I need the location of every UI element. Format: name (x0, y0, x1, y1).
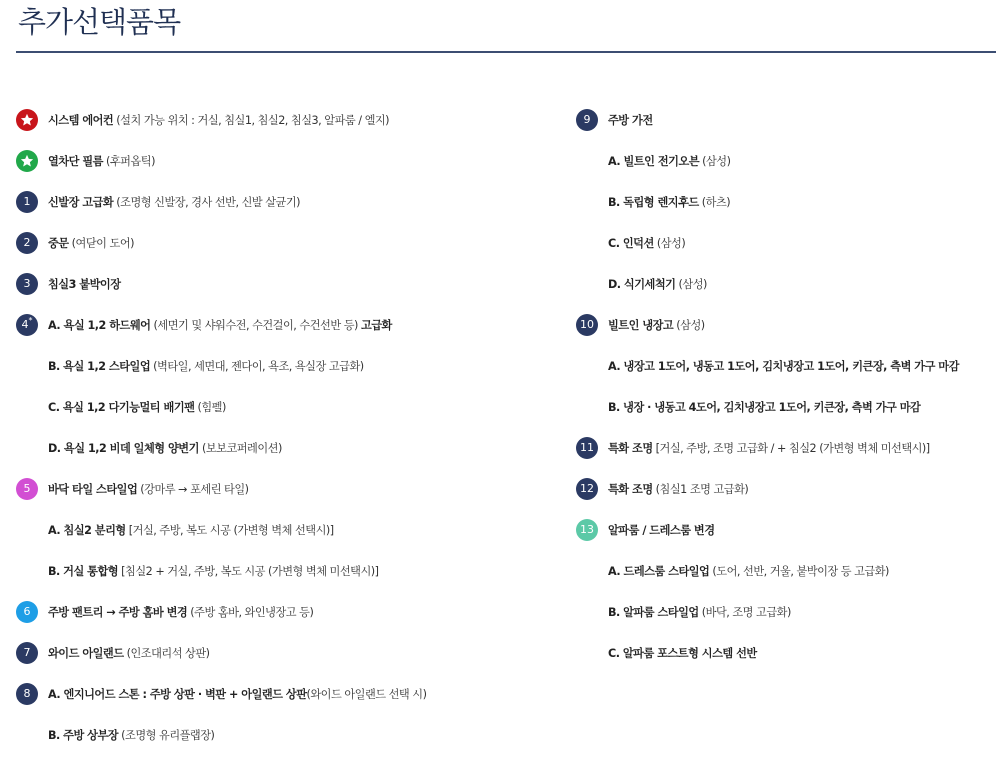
option-detail: (삼성) (673, 318, 705, 332)
badge-superscript: * (28, 316, 33, 325)
option-subitem (576, 386, 996, 427)
option-name: B. 거실 통합형 (48, 564, 119, 578)
badge-number: 6 (23, 605, 31, 618)
option-detail: (조명형 유리플랩장) (118, 728, 215, 742)
option-text (16, 440, 282, 456)
badge-number: 4 (21, 318, 29, 331)
option-name-suffix: 고급화 (360, 318, 392, 332)
option-name: C. 인덕션 (608, 236, 654, 250)
option-subitem (16, 386, 486, 427)
badge-number: 13 (580, 523, 594, 536)
option-detail: (와이드 아일랜드 선택 시) (306, 687, 427, 701)
option-subitem (16, 509, 486, 550)
option-subitem (576, 222, 996, 263)
star-icon (20, 113, 34, 127)
option-detail: (하츠) (698, 195, 731, 209)
option-text (576, 194, 730, 210)
option-name: D. 욕실 1,2 비데 일체형 양변기 (48, 441, 199, 455)
option-text (576, 645, 757, 661)
option-text (48, 645, 210, 661)
option-name: 주방 가전 (608, 113, 653, 127)
star-badge (16, 150, 38, 172)
badge-number: 11 (580, 441, 594, 454)
option-name: 알파룸 / 드레스룸 변경 (608, 523, 715, 537)
option-item (16, 263, 486, 304)
option-text (16, 522, 334, 538)
option-name: C. 알파룸 포스트형 시스템 선반 (608, 646, 757, 660)
option-text (576, 563, 889, 579)
option-detail: (주방 홈바, 와인냉장고 등) (187, 605, 314, 619)
number-badge (16, 273, 38, 295)
option-text (608, 112, 653, 128)
option-name: A. 욕실 1,2 하드웨어 (48, 318, 151, 332)
option-item (576, 99, 996, 140)
option-item (16, 222, 486, 263)
option-text (48, 276, 121, 292)
option-subitem (16, 550, 486, 591)
option-text (48, 481, 249, 497)
option-detail: (보보코퍼레이션) (198, 441, 282, 455)
option-subitem (576, 345, 996, 386)
option-name: B. 욕실 1,2 스타일업 (48, 359, 151, 373)
option-item (16, 591, 486, 632)
option-subitem (16, 345, 486, 386)
option-text (48, 194, 300, 210)
option-subitem (576, 591, 996, 632)
option-text (576, 235, 685, 251)
option-text (16, 399, 226, 415)
option-name: 침실3 붙박이장 (48, 277, 121, 291)
option-detail: [거실, 주방, 조명 고급화 / + 침실2 (가변형 벽체 미선택시)] (652, 441, 930, 455)
option-name: 신발장 고급화 (48, 195, 114, 209)
option-item (576, 509, 996, 550)
option-detail: (세면기 및 샤워수전, 수건걸이, 수건선반 등) (150, 318, 361, 332)
option-detail: (삼성) (653, 236, 686, 250)
badge-number: 5 (23, 482, 31, 495)
option-name: B. 독립형 렌지후드 (608, 195, 699, 209)
star-badge (16, 109, 38, 131)
option-name: A. 냉장고 1도어, 냉동고 1도어, 김치냉장고 1도어, 키큰장, 측벽 가구 마감 (608, 359, 959, 373)
option-text (576, 153, 730, 169)
option-text (608, 522, 715, 538)
title-divider (16, 51, 996, 53)
page-title: 추가선택품목 (18, 5, 181, 39)
badge-number: 8 (23, 687, 31, 700)
option-text (608, 440, 930, 456)
option-name: D. 식기세척기 (608, 277, 676, 291)
number-badge (16, 683, 38, 705)
number-badge (576, 437, 598, 459)
number-badge (16, 642, 38, 664)
option-detail: (조명형 신발장, 경사 선반, 신발 살균기) (113, 195, 301, 209)
number-badge (16, 191, 38, 213)
option-text (16, 727, 214, 743)
option-text (48, 153, 155, 169)
option-name: 빌트인 냉장고 (608, 318, 674, 332)
number-badge (16, 478, 38, 500)
option-text (48, 604, 313, 620)
option-detail: (침실1 조명 고급화) (652, 482, 749, 496)
option-detail: (삼성) (699, 154, 731, 168)
option-text (48, 112, 389, 128)
option-text (576, 399, 920, 415)
option-name: B. 냉장 · 냉동고 4도어, 김치냉장고 1도어, 키큰장, 측벽 가구 마감 (608, 400, 921, 414)
number-badge (16, 232, 38, 254)
option-subitem (576, 263, 996, 304)
option-detail: (도어, 선반, 거울, 붙박이장 등 고급화) (709, 564, 889, 578)
number-badge (576, 519, 598, 541)
number-badge (16, 601, 38, 623)
badge-number: 2 (23, 236, 31, 249)
option-name: B. 알파룸 스타일업 (608, 605, 699, 619)
option-detail: (인조대리석 상판) (123, 646, 210, 660)
option-item (576, 468, 996, 509)
option-detail: [거실, 주방, 복도 시공 (가변형 벽체 선택시)] (125, 523, 334, 537)
badge-number: 10 (580, 318, 594, 331)
badge-number: 1 (23, 195, 31, 208)
option-subitem (576, 550, 996, 591)
option-name: C. 욕실 1,2 다기능멀티 배기팬 (48, 400, 195, 414)
option-item (16, 304, 486, 345)
option-name: 주방 팬트리 → 주방 홈바 변경 (48, 605, 188, 619)
option-subitem (576, 181, 996, 222)
option-text (608, 481, 748, 497)
option-detail: (설치 가능 위치 : 거실, 침실1, 침실2, 침실3, 알파룸 / 엘지) (113, 113, 390, 127)
option-subitem (16, 427, 486, 468)
option-item (16, 99, 486, 140)
option-name: 바닥 타일 스타일업 (48, 482, 138, 496)
left-column (16, 99, 486, 755)
option-text (16, 563, 379, 579)
option-detail: (강마루 → 포세린 타일) (137, 482, 249, 496)
star-icon (20, 154, 34, 168)
number-badge (16, 314, 38, 336)
badge-number: 3 (23, 277, 31, 290)
option-text (576, 358, 959, 374)
option-detail: (힘펠) (194, 400, 226, 414)
option-name: A. 침실2 분리형 (48, 523, 126, 537)
option-name: A. 드레스룸 스타일업 (608, 564, 710, 578)
badge-number: 7 (23, 646, 31, 659)
option-name: 열차단 필름 (48, 154, 103, 168)
option-item (16, 632, 486, 673)
option-subitem (16, 714, 486, 755)
option-item (576, 304, 996, 345)
option-detail: (삼성) (675, 277, 707, 291)
option-text (576, 276, 707, 292)
badge-number: 9 (583, 113, 591, 126)
option-name: B. 주방 상부장 (48, 728, 119, 742)
option-subitem (576, 632, 996, 673)
option-item (576, 427, 996, 468)
option-name: A. 빌트인 전기오븐 (608, 154, 700, 168)
option-item (16, 181, 486, 222)
option-name: 특화 조명 (608, 482, 653, 496)
option-name: 시스템 에어컨 (48, 113, 114, 127)
badge-number: 12 (580, 482, 594, 495)
option-text (16, 358, 364, 374)
option-name: A. 엔지니어드 스톤 : 주방 상판 · 벽판 + 아일랜드 상판 (48, 687, 307, 701)
option-detail: (벽타일, 세면대, 젠다이, 욕조, 욕실장 고급화) (150, 359, 364, 373)
option-item (16, 468, 486, 509)
option-subitem (576, 140, 996, 181)
option-detail: (여닫이 도어) (68, 236, 135, 250)
option-text (608, 317, 705, 333)
option-detail: (바닥, 조명 고급화) (698, 605, 791, 619)
option-item (16, 140, 486, 181)
number-badge (576, 478, 598, 500)
number-badge (576, 109, 598, 131)
option-name: 와이드 아일랜드 (48, 646, 124, 660)
option-text (48, 235, 134, 251)
option-text (576, 604, 791, 620)
option-text (48, 686, 426, 702)
option-text (48, 317, 392, 333)
option-name: 중문 (48, 236, 69, 250)
right-column (576, 99, 996, 673)
option-detail: (후퍼옵틱) (102, 154, 155, 168)
option-name: 특화 조명 (608, 441, 653, 455)
option-detail: [침실2 + 거실, 주방, 복도 시공 (가변형 벽체 미선택시)] (118, 564, 379, 578)
option-item (16, 673, 486, 714)
number-badge (576, 314, 598, 336)
